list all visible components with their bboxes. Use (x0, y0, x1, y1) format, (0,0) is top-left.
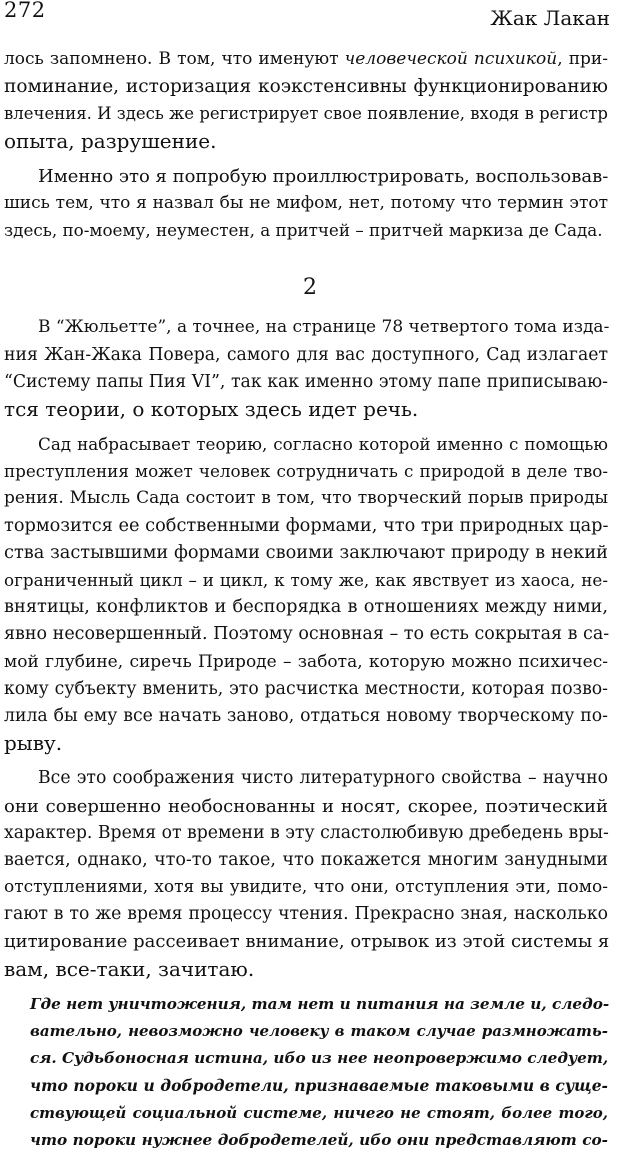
text-line: ограниченный цикл – и цикл, к тому же, как явствует из хаоса, не- (4, 570, 608, 590)
text-line: Именно это я попробую проиллюстрировать, воспользовав- (38, 165, 609, 187)
quote-line: вательно, невозможно человеку в таком случае размножать- (30, 1022, 608, 1040)
text-line: кому субъекту вменить, это расчистка местности, которая позво- (4, 678, 608, 699)
text-line: ства застывшими формами своими заключают природу в некий (4, 542, 608, 563)
text-line: здесь, по-моему, неуместен, а притчей – притчей маркиза де Сада. (4, 220, 603, 241)
text-line: тормозится ее собственными формами, что три природных цар- (4, 515, 609, 536)
emphasis: человеческой психикой (344, 49, 558, 69)
paragraph (0, 765, 620, 983)
text-line: ния Жан-Жака Повера, самого для вас доступного, Сад излагает (4, 344, 608, 365)
text-line: опыта, разрушение. (4, 128, 217, 153)
paragraph (0, 163, 620, 245)
text-line: вается, однако, что-то такое, что покажется многим занудными (4, 849, 608, 870)
text-line: характер. Время от времени в эту сластолюбивую дребедень вры- (4, 822, 609, 843)
text-line: рыву. (4, 731, 63, 756)
quote-line: ся. Судьбоносная истина, ибо из нее неопровержимо следует, (30, 1049, 609, 1068)
text-line: влечения. И здесь же регистрирует свое появление, входя в регистр (4, 104, 608, 124)
text-line: цитирование рассеивает внимание, отрывок из этой системы я (4, 931, 610, 953)
text-line: В “Жюльетте”, а точнее, на странице 78 четвертого тома изда- (38, 317, 610, 338)
text-line: поминание, историзация коэкстенсивны функционированию (4, 76, 608, 98)
quote-line: Где нет уничтожения, там нет и питания на земле и, следо- (30, 994, 610, 1013)
text-line: лила бы ему все начать заново, отдаться новому творческому по- (4, 705, 608, 726)
quote-line: что пороки и добродетели, признаваемые таковыми в суще- (30, 1076, 608, 1096)
text-line: преступления может человек сотрудничать с природой в деле тво- (4, 461, 608, 482)
page-number: 272 (4, 0, 46, 22)
section-number: 2 (303, 275, 317, 301)
block-quote (0, 991, 620, 1154)
page-header (4, 0, 610, 32)
paragraph (0, 46, 620, 155)
text-line: лось запомнено. В том, что именуют человеческой психикой, при- (4, 49, 608, 69)
quote-line: ствующей социальной системе, ничего не стоят, более того, (30, 1103, 608, 1122)
text-line: Все это соображения чисто литературного свойства – научно (38, 768, 608, 789)
body-text (0, 46, 620, 1154)
text-line: гают в то же время процессу чтения. Прекрасно зная, насколько (4, 904, 608, 925)
text-line: “Систему папы Пия VI”, так как именно этому папе приписываю- (4, 371, 608, 392)
text-line: вам, все-таки, зачитаю. (4, 956, 255, 981)
paragraph (0, 431, 620, 757)
text-line: внятицы, конфликтов и беспорядка в отношениях между ними, (4, 597, 608, 618)
text-line: тся теории, о которых здесь идет речь. (4, 396, 419, 421)
text-line: мой глубине, сиречь Природе – забота, которую можно психичес- (4, 651, 608, 672)
text-line: шись тем, что я назвал бы не мифом, нет, потому что термин этот (4, 192, 608, 213)
text-line: Сад набрасывает теорию, согласно которой именно с помощью (38, 434, 608, 455)
quote-line: что пороки нужнее добродетелей, ибо они представляют со- (30, 1130, 608, 1149)
paragraph (0, 314, 620, 423)
text-line: явно несовершенный. Поэтому основная – то есть сокрытая в са- (4, 624, 610, 645)
text-line: рения. Мысль Сада состоит в том, что творческий порыв природы (4, 488, 608, 509)
text-line: отступлениями, хотя вы увидите, что они, отступления эти, помо- (4, 877, 608, 898)
running-head: Жак Лакан (490, 6, 610, 30)
text-line: они совершенно необоснованны и носят, скорее, поэтический (4, 795, 608, 817)
